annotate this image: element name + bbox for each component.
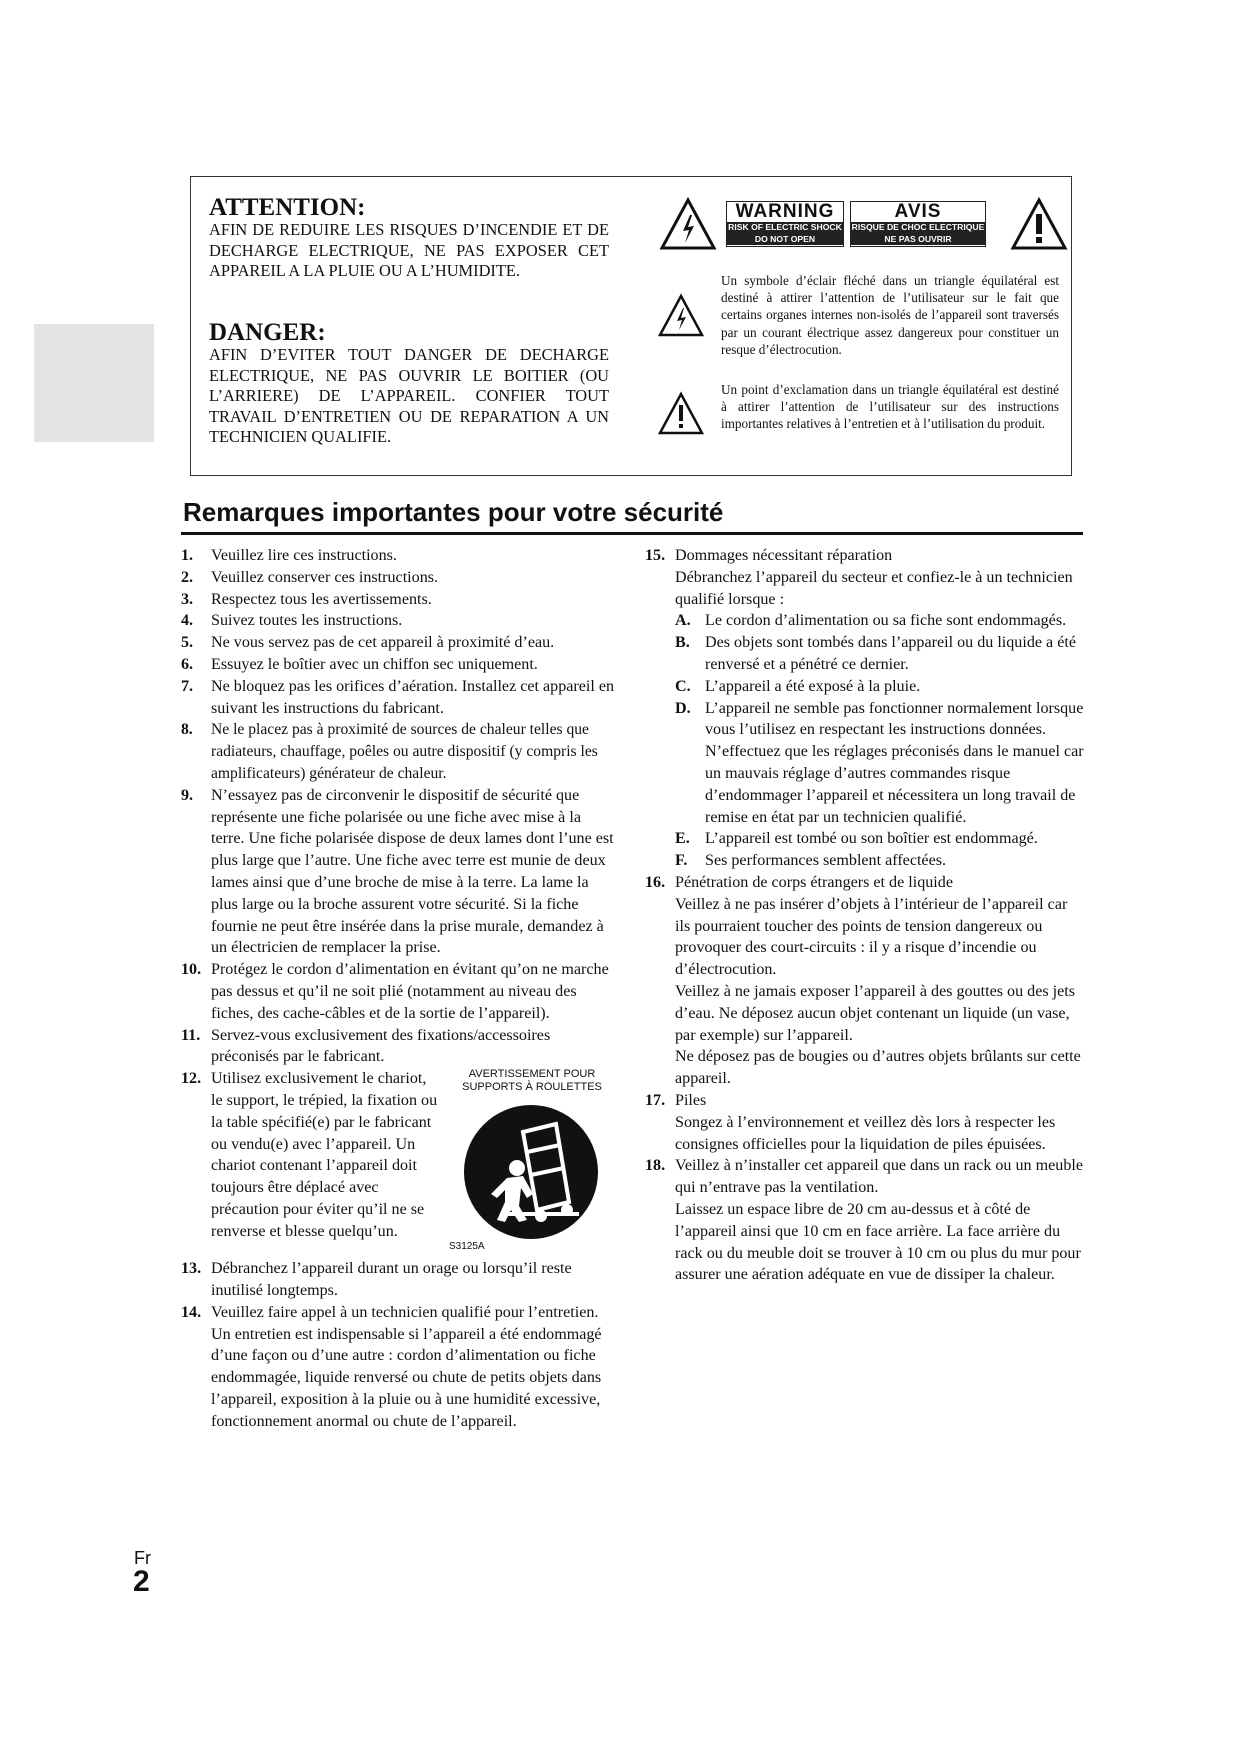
list-item: 14. Veuillez faire appel à un technicien qualifié pour l’entretien. Un entretien est indispensable si l’appareil a été endommagé d’une façon ou d’une autre : cordon d’alimentation ou fiche endommagée, liquide renversé ou chute de petits objets dans l’appareil, exposition à la pluie ou à une humidité excessive, fonctionnement anormal ou chute de l’appareil. [181, 1303, 602, 1430]
list-item: 15. Dommages nécessitant réparation Débranchez l’appareil du secteur et confiez-le à un technicien qualifié lorsque : A. Le cordon d’alimentation ou sa fiche sont endommagés. B. Des objets sont tombés dans l’appareil ou du liquide a été renversé et a pénétré ce dernier. C. L’appareil a été exposé à la pluie. D. L’appareil ne semble pas fonctionner normalement lorsque vous l’utilisez en respectant les instructions données. N’effectuez que les réglages préconisés dans le manuel car un mauvais réglage d’autres commandes risque d’endommager l’appareil et nécessitera un long travail de remise en état par un technicien qualifié. E. L’appareil est tombé ou son boîtier est endommagé. F. Ses performances semblent affectées. [645, 545, 1085, 872]
danger-text: AFIN D’EVITER TOUT DANGER DE DECHARGE ELECTRIQUE, NE PAS OUVRIR LE BOITIER (OU L’ARRIERE) DE L’APPAREIL. CONFIER TOUT TRAVAIL D’ENTRETIEN OU DE REPARATION A UN TECHNICIEN QUALIFIE. [209, 345, 609, 446]
list-item: 17. Piles Songez à l’environnement et veillez dès lors à respecter les consignes officielles pour la liquidation de piles épuisées. [645, 1091, 1056, 1153]
section-title: Remarques importantes pour votre sécurité [183, 497, 724, 527]
list-item: 10. Protégez le cordon d’alimentation en évitant qu’on ne marche pas dessus et qu’il ne soit plié (notamment au niveau des fiches, des cache-câbles et de la sortie de l’appareil). [181, 961, 609, 1022]
exclamation-triangle-icon [1010, 197, 1068, 251]
cart-warning-figure [447, 1068, 617, 1258]
warning-label [726, 201, 844, 247]
cart-tipover-icon [461, 1102, 601, 1242]
list-item: 18. Veillez à n’installer cet appareil que dans un rack ou un meuble qui n’entrave pas la ventilation. Laissez un espace libre de 20 cm au-dessus et à côté de l’appareil ainsi que 10 cm en face arrière. La face arrière du rack ou du meuble doit se trouver à 10 cm ou plus du mur pour assurer une aération adéquate en vue de dissiper la chaleur. [645, 1157, 1083, 1284]
warning-label-line2: DO NOT OPEN [727, 234, 843, 246]
left-column [181, 545, 617, 1433]
lightning-symbol-text: Un symbole d’éclair fléché dans un triangle équilatéral est destiné à attirer l’attention de l’utilisateur sur le fait que certains organes internes non-isolés de l’appareil sont traversés par un courant électrique assez dangereux pour constituer un resque d’électrocution. [721, 273, 1059, 357]
exclamation-symbol-icon [657, 391, 705, 436]
list-item: 2. Veuillez conserver ces instructions. [181, 568, 439, 586]
list-item: 11. Servez-vous exclusivement des fixations/accessoires préconisés par le fabricant. [181, 1026, 551, 1066]
list-item: 6. Essuyez le boîtier avec un chiffon sec uniquement. [181, 655, 538, 673]
cart-caption-line1: AVERTISSEMENT POUR [468, 1068, 596, 1081]
sub-item: F. Ses performances semblent affectées. [675, 852, 947, 870]
exclamation-symbol-text: Un point d’exclamation dans un triangle équilatéral est destiné à attirer l’attention de l’utilisateur sur des instructions importantes relatives à l’entretien et à l’utilisation du produit. [721, 382, 1059, 432]
side-tab [34, 324, 154, 442]
sub-item: E. L’appareil est tombé ou son boîtier est endommagé. [675, 830, 1038, 848]
sub-item: B. Des objets sont tombés dans l’appareil ou du liquide a été renversé et a pénétré ce dernier. [675, 634, 1076, 673]
warning-label-line1: RISK OF ELECTRIC SHOCK [728, 222, 842, 232]
warning-box [190, 176, 1072, 476]
danger-title: DANGER: [209, 319, 326, 346]
page-number: 2 [133, 1565, 150, 1598]
sub-item: C. L’appareil a été exposé à la pluie. [675, 677, 921, 695]
attention-title: ATTENTION: [209, 194, 366, 221]
list-item: 3. Respectez tous les avertissements. [181, 590, 432, 608]
list-item: 1. Veuillez lire ces instructions. [181, 547, 397, 564]
list-item: 8. Ne le placez pas à proximité de sources de chaleur telles que radiateurs, chauffage, poêles ou autre dispositif (y compris les amplificateurs) générateur de chaleur. [181, 721, 598, 782]
cart-code: S3125A [449, 1241, 485, 1253]
sub-item: A. Le cordon d’alimentation ou sa fiche sont endommagés. [675, 612, 1067, 630]
lightning-symbol-icon [657, 293, 705, 338]
avis-label [850, 201, 986, 247]
list-item: 7. Ne bloquez pas les orifices d’aération. Installez cet appareil en suivant les instructions du fabricant. [181, 677, 615, 717]
list-item: 4. Suivez toutes les instructions. [181, 612, 403, 630]
lightning-triangle-icon [659, 197, 717, 251]
list-item: 5. Ne vous servez pas de cet appareil à proximité d’eau. [181, 634, 555, 652]
footer-language: Fr [134, 1548, 151, 1568]
list-item: 13. Débranchez l’appareil durant un orage ou lorsqu’il reste inutilisé longtemps. [181, 1260, 572, 1299]
cart-caption-line2: SUPPORTS À ROULETTES [462, 1081, 602, 1094]
sub-item: D. L’appareil ne semble pas fonctionner normalement lorsque vous l’utilisez en respectant les instructions données. N’effectuez que les réglages préconisés dans le manuel car un mauvais réglage d’autres commandes risque d’endommager l’appareil et nécessitera un long travail de remise en état par un technicien qualifié. [675, 699, 1084, 826]
avis-label-line2: NE PAS OUVRIR [851, 234, 985, 246]
attention-text: AFIN DE REDUIRE LES RISQUES D’INCENDIE ET DE DECHARGE ELECTRIQUE, NE PAS EXPOSER CET APPAREIL A LA PLUIE OU A L’HUMIDITE. [209, 220, 609, 280]
section-rule [181, 532, 1083, 535]
list-item: 9. N’essayez pas de circonvenir le dispositif de sécurité que représente une fiche polarisée ou une fiche avec mise à la terre. Une fiche polarisée dispose de deux lames dont l’une est plus large que l’autre. Une fiche avec terre est munie de deux lames ainsi que d’une broche de mise à la terre. La lame la plus large ou la broche assurent votre sécurité. Si la fiche fournie ne peut être insérée dans la prise murale, demandez à un électricien de remplacer la prise. [181, 786, 614, 957]
avis-label-title: AVIS [894, 201, 942, 222]
avis-label-line1: RISQUE DE CHOC ELECTRIQUE [851, 222, 985, 232]
right-column [645, 545, 1085, 1286]
list-item: 12. AVERTISSEMENT POUR SUPPORTS À ROULETTES S3125A Utilisez exclusivement le chariot, le support, le trépied, la fixation ou la table spécifié(e) par le fabricant ou vendu(e) avec l’appareil. Un chariot contenant l’appareil doit toujours être déplacé avec précaution pour éviter qu’il ne se renverse et blesse quelqu’un. [181, 1068, 617, 1258]
list-item: 16. Pénétration de corps étrangers et de liquide Veillez à ne pas insérer d’objets à l’intérieur de l’appareil car ils pourraient toucher des points de tension dangereux ou provoquer des court-circuits : il y a risque d’incendie ou d’électrocution. Veillez à ne jamais exposer l’appareil à des gouttes ou des jets d’eau. Ne déposez aucun objet contenant un liquide (un vase, par exemple) sur l’appareil. Ne déposez pas de bougies ou d’autres objets brûlants sur cette appareil. [645, 873, 1081, 1088]
warning-label-title: WARNING [735, 201, 835, 222]
